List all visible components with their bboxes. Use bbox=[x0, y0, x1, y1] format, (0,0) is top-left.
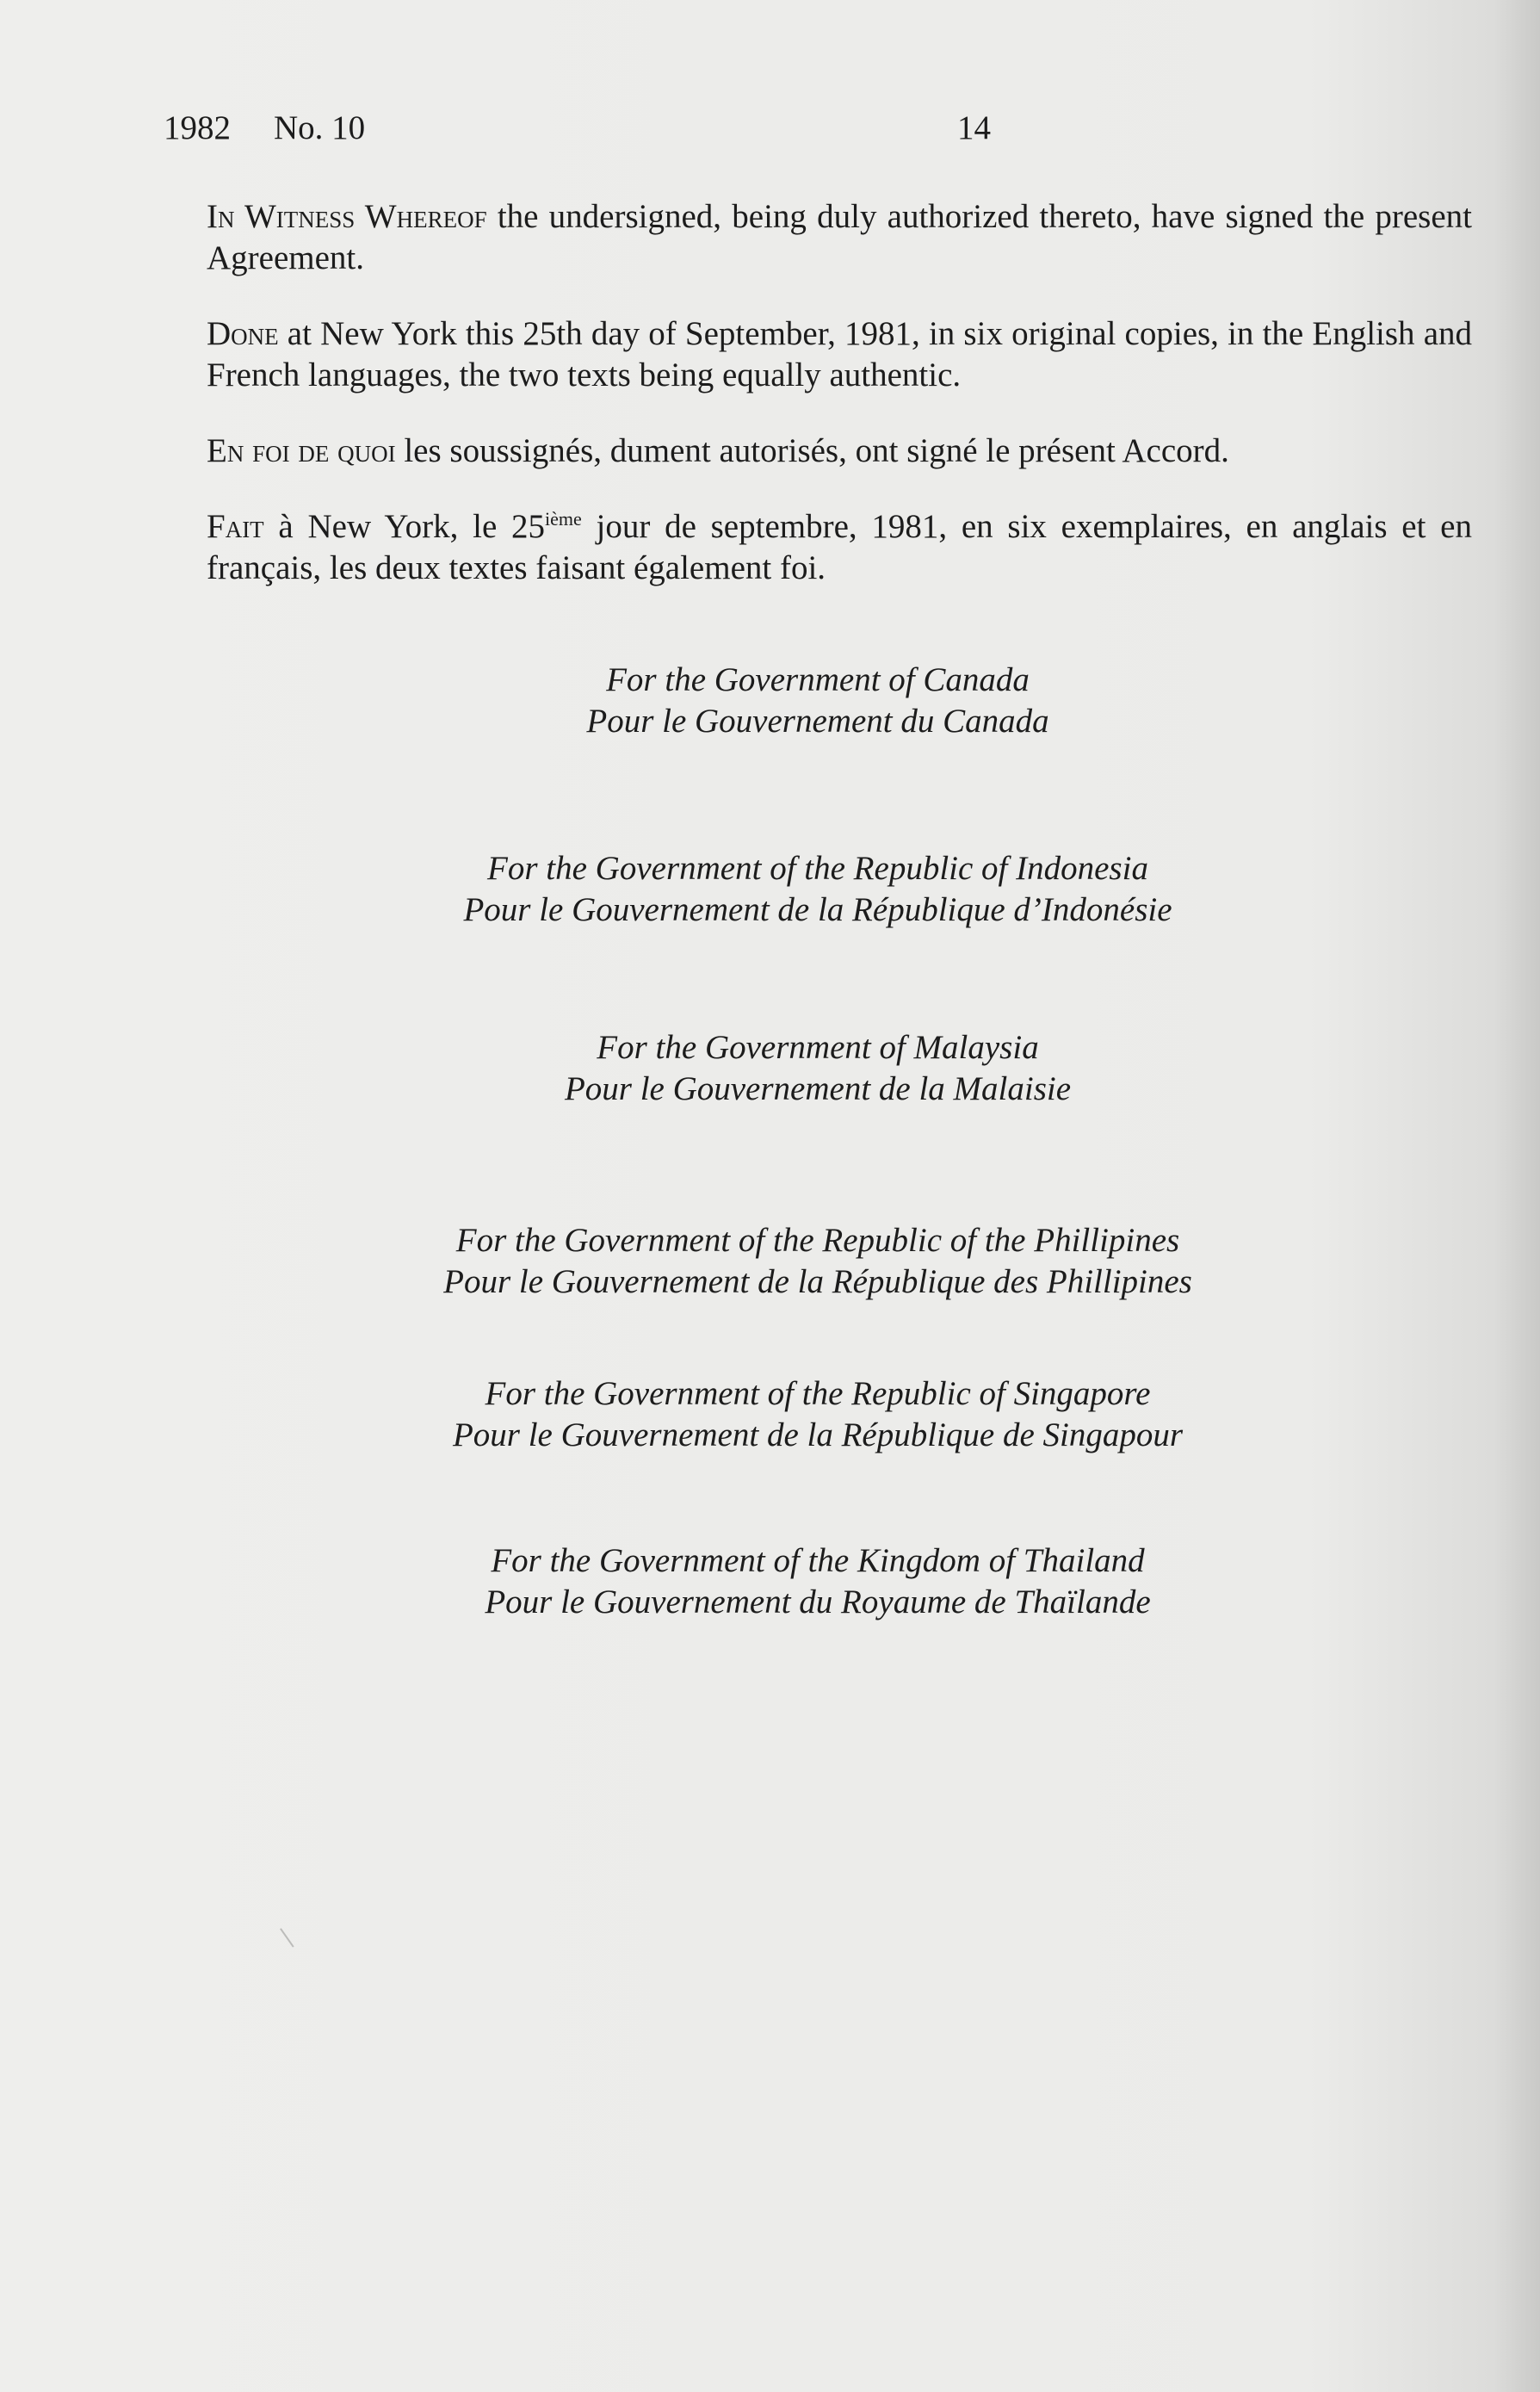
signature-line-fr: Pour le Gouvernement de la République d’Indonésie bbox=[463, 891, 1172, 928]
signature-line-fr: Pour le Gouvernement du Royaume de Thaïlande bbox=[485, 1583, 1151, 1620]
fait-text-start: à New York, le 25 bbox=[263, 508, 546, 545]
fait-lead: Fait bbox=[207, 508, 264, 545]
witness-paragraph-en bbox=[207, 196, 1472, 279]
agreement-text bbox=[207, 196, 1472, 623]
signature-line-en: For the Government of the Republic of the Phillipines bbox=[455, 1222, 1180, 1259]
signature-line-en: For the Government of Malaysia bbox=[597, 1029, 1039, 1066]
page-header bbox=[164, 108, 1472, 150]
done-text: at New York this 25th day of September, 1981, in six original copies, in the English and French languages, the two texts being equally authentic. bbox=[207, 315, 1472, 394]
foi-text: les soussignés, dument autorisés, ont signé le présent Accord. bbox=[395, 432, 1229, 469]
signature-line-en: For the Government of Canada bbox=[606, 661, 1030, 698]
signature-block-indonesia bbox=[164, 848, 1472, 931]
witness-lead: In Witness Whereof bbox=[207, 198, 487, 235]
signature-block-canada bbox=[164, 660, 1472, 742]
signature-line-fr: Pour le Gouvernement de la République des Phillipines bbox=[443, 1263, 1192, 1300]
signature-line-fr: Pour le Gouvernement de la Malaisie bbox=[564, 1070, 1072, 1107]
foi-lead: En foi de quoi bbox=[207, 432, 396, 469]
signature-line-fr: Pour le Gouvernement de la République de Singapour bbox=[452, 1416, 1184, 1453]
signature-line-fr: Pour le Gouvernement du Canada bbox=[586, 703, 1049, 740]
signature-block-singapore bbox=[164, 1373, 1472, 1456]
fait-text-end: jour de septembre, 1981, en six exemplaires, en anglais et en français, les deux textes faisant également foi. bbox=[207, 508, 1472, 586]
page-number: 14 bbox=[957, 109, 991, 146]
paper-mark bbox=[280, 1915, 312, 1947]
done-lead: Done bbox=[207, 315, 279, 352]
header-year: 1982 bbox=[164, 109, 231, 146]
signature-blocks bbox=[164, 660, 1472, 1623]
done-paragraph-fr bbox=[207, 506, 1472, 589]
witness-paragraph-fr bbox=[207, 431, 1472, 472]
signature-block-philippines bbox=[164, 1220, 1472, 1303]
done-paragraph-en bbox=[207, 313, 1472, 396]
ordinal-suffix: ième bbox=[545, 508, 582, 530]
header-treaty-number: No. 10 bbox=[274, 109, 366, 146]
signature-block-thailand bbox=[164, 1540, 1472, 1623]
signature-block-malaysia bbox=[164, 1027, 1472, 1110]
signature-line-en: For the Government of the Republic of Singapore bbox=[485, 1375, 1151, 1412]
signature-line-en: For the Government of the Republic of Indonesia bbox=[487, 850, 1148, 887]
signature-line-en: For the Government of the Kingdom of Thailand bbox=[491, 1542, 1145, 1579]
witness-text: the undersigned, being duly authorized thereto, have signed the present Agreement. bbox=[207, 198, 1472, 276]
